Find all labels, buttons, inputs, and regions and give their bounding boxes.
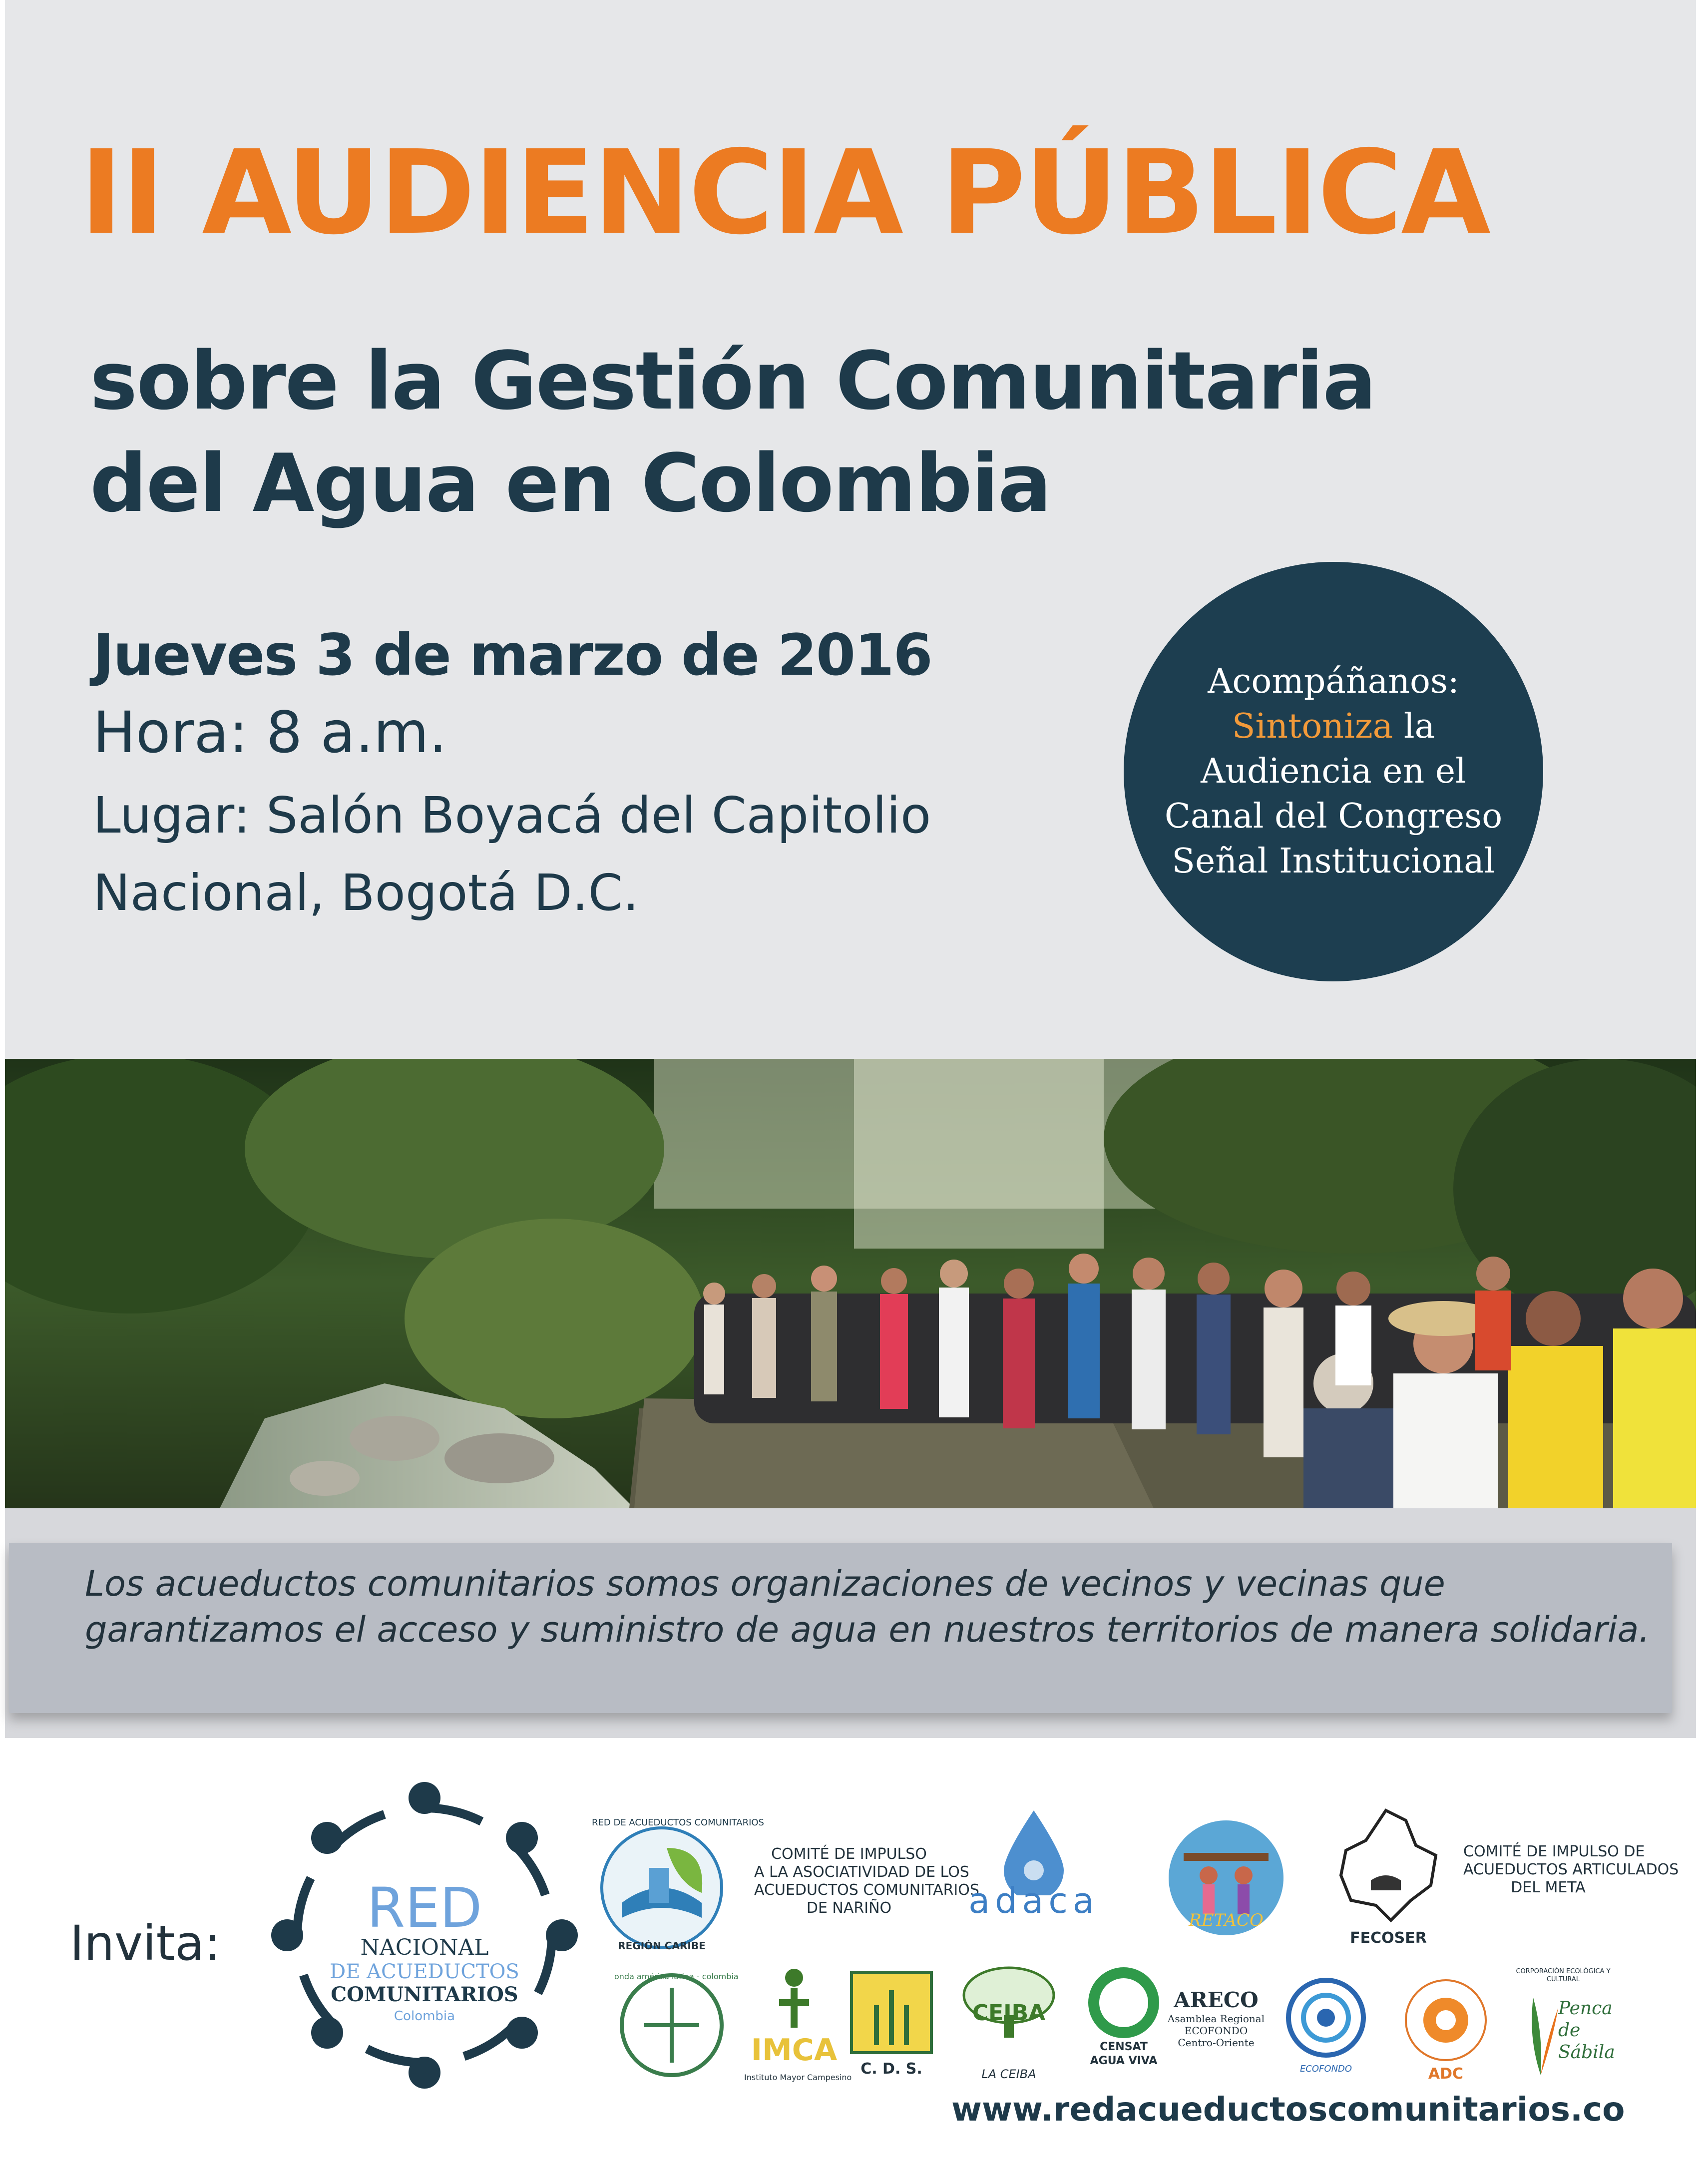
crowd-river-photo (5, 1059, 1696, 1508)
penca-line-3: Sábila (1558, 2042, 1615, 2063)
red-caribe-bottom-text: REGIÓN CARIBE (618, 1940, 706, 1952)
aloe-plant-icon (1518, 1988, 1563, 2078)
broadcast-badge (1124, 562, 1543, 981)
imca-subtext: Instituto Mayor Campesino (744, 2073, 852, 2082)
imca-text: IMCA (751, 2033, 838, 2068)
invita-label: Invita: (70, 1915, 221, 1971)
penca-line-2: de (1558, 2020, 1581, 2041)
meta-line-2: ACUEDUCTOS ARTICULADOS (1463, 1861, 1679, 1878)
narino-line-2: A LA ASOCIATIVIDAD DE LOS (754, 1863, 969, 1881)
mission-line-2: garantizamos el acceso y suministro de agua en nuestros territorios de manera solidaria. (85, 1609, 1650, 1650)
onda-text: onda américa latina - colombia (614, 1972, 739, 1981)
censat-line-1: CENSAT (1100, 2041, 1148, 2053)
ceiba-text: CEIBA (972, 2000, 1046, 2026)
areco-line-3: ECOFONDO (1184, 2025, 1248, 2037)
broadcast-line-2-rest: la (1393, 707, 1435, 746)
red-logo-line-4: COMUNITARIOS (331, 1983, 518, 2006)
event-place-line-1: Lugar: Salón Boyacá del Capitolio (93, 786, 931, 845)
areco-line-4: Centro-Oriente (1178, 2037, 1255, 2049)
fecoser-text: FECOSER (1350, 1929, 1427, 1947)
broadcast-highlight: Sintoniza (1232, 707, 1393, 746)
broadcast-line-2 (1232, 704, 1435, 749)
red-logo-line-1: RED (367, 1876, 482, 1940)
narino-line-1: COMITÉ DE IMPULSO (771, 1845, 927, 1863)
cds-logo (849, 1970, 934, 2090)
narino-committee-text (754, 1845, 979, 1917)
areco-logo (1166, 1988, 1266, 2049)
photo-illustration (5, 1059, 1696, 1508)
cds-icon (849, 1970, 934, 2055)
censat-logo (1074, 1965, 1174, 2090)
event-place (93, 777, 931, 931)
cds-text: C. D. S. (860, 2060, 922, 2078)
penca-text (1558, 1998, 1613, 2064)
event-time: Hora: 8 a.m. (93, 699, 447, 766)
narino-line-3: ACUEDUCTOS COMUNITARIOS (754, 1881, 979, 1899)
ceiba-logo (951, 1965, 1066, 2090)
censat-icon (1074, 1965, 1174, 2040)
ecofondo-text: ECOFONDO (1299, 2064, 1352, 2074)
adaca-logo (949, 1805, 1119, 1935)
broadcast-line-5: Señal Institucional (1172, 842, 1495, 881)
retaco-text: RETACO (1189, 1910, 1264, 1930)
broadcast-line-1: Acompáñanos: (1208, 662, 1459, 701)
ecofondo-logo (1278, 1975, 1373, 2080)
meta-committee-text (1463, 1843, 1679, 1897)
penca-sabila-logo (1513, 1968, 1613, 2093)
onda-logo (614, 1968, 739, 2083)
red-caribe-ring-text: RED DE ACUEDUCTOS COMUNITARIOS (592, 1817, 764, 1828)
ceiba-subtext: LA CEIBA (981, 2067, 1036, 2081)
subtitle-line-1: sobre la Gestión Comunitaria (90, 334, 1376, 428)
red-logo-line-2: NACIONAL (360, 1935, 489, 1960)
event-date: Jueves 3 de marzo de 2016 (93, 622, 932, 688)
retaco-logo (1164, 1818, 1288, 1943)
sun-icon (1393, 1973, 1498, 2068)
red-logo-line-3: DE ACUEDUCTOS (330, 1960, 519, 1983)
meta-line-1: COMITÉ DE IMPULSO DE (1463, 1843, 1645, 1860)
red-logo-line-5: Colombia (394, 2009, 455, 2024)
mission-line-1: Los acueductos comunitarios somos organizaciones de vecinos y vecinas que (85, 1563, 1445, 1604)
website-link[interactable]: www.redacueductoscomunitarios.co (951, 2090, 1625, 2129)
spiral-icon (1278, 1975, 1373, 2060)
subtitle-line-2: del Agua en Colombia (90, 437, 1051, 530)
fecoser-logo (1331, 1805, 1446, 1955)
red-nacional-logo-text (305, 1876, 544, 2026)
penca-line-1: Penca (1558, 1998, 1613, 2019)
broadcast-line-4: Canal del Congreso (1164, 797, 1503, 836)
adc-logo (1393, 1973, 1498, 2083)
farmer-icon (744, 1963, 844, 2038)
meta-line-3: DEL META (1511, 1879, 1586, 1896)
event-place-line-2: Nacional, Bogotá D.C. (93, 864, 639, 922)
narino-line-4: DE NARIÑO (806, 1899, 892, 1917)
censat-line-2: AGUA VIVA (1090, 2055, 1158, 2067)
adc-text: ADC (1428, 2065, 1464, 2083)
adaca-text: adaca (968, 1880, 1099, 1921)
map-outline-icon (1331, 1805, 1446, 1925)
areco-line-2: Asamblea Regional (1167, 2013, 1265, 2025)
imca-logo (744, 1963, 852, 2083)
censat-text (1074, 2040, 1174, 2068)
page-title: II AUDIENCIA PÚBLICA (80, 125, 1489, 260)
broadcast-line-3: Audiencia en el (1201, 752, 1466, 791)
page-subtitle (90, 330, 1375, 534)
areco-title: ARECO (1174, 1988, 1259, 2012)
red-caribe-logo (592, 1817, 764, 1958)
penca-top-text: CORPORACIÓN ECOLÓGICA Y CULTURAL (1516, 1968, 1611, 1983)
mission-statement (85, 1561, 1650, 1653)
